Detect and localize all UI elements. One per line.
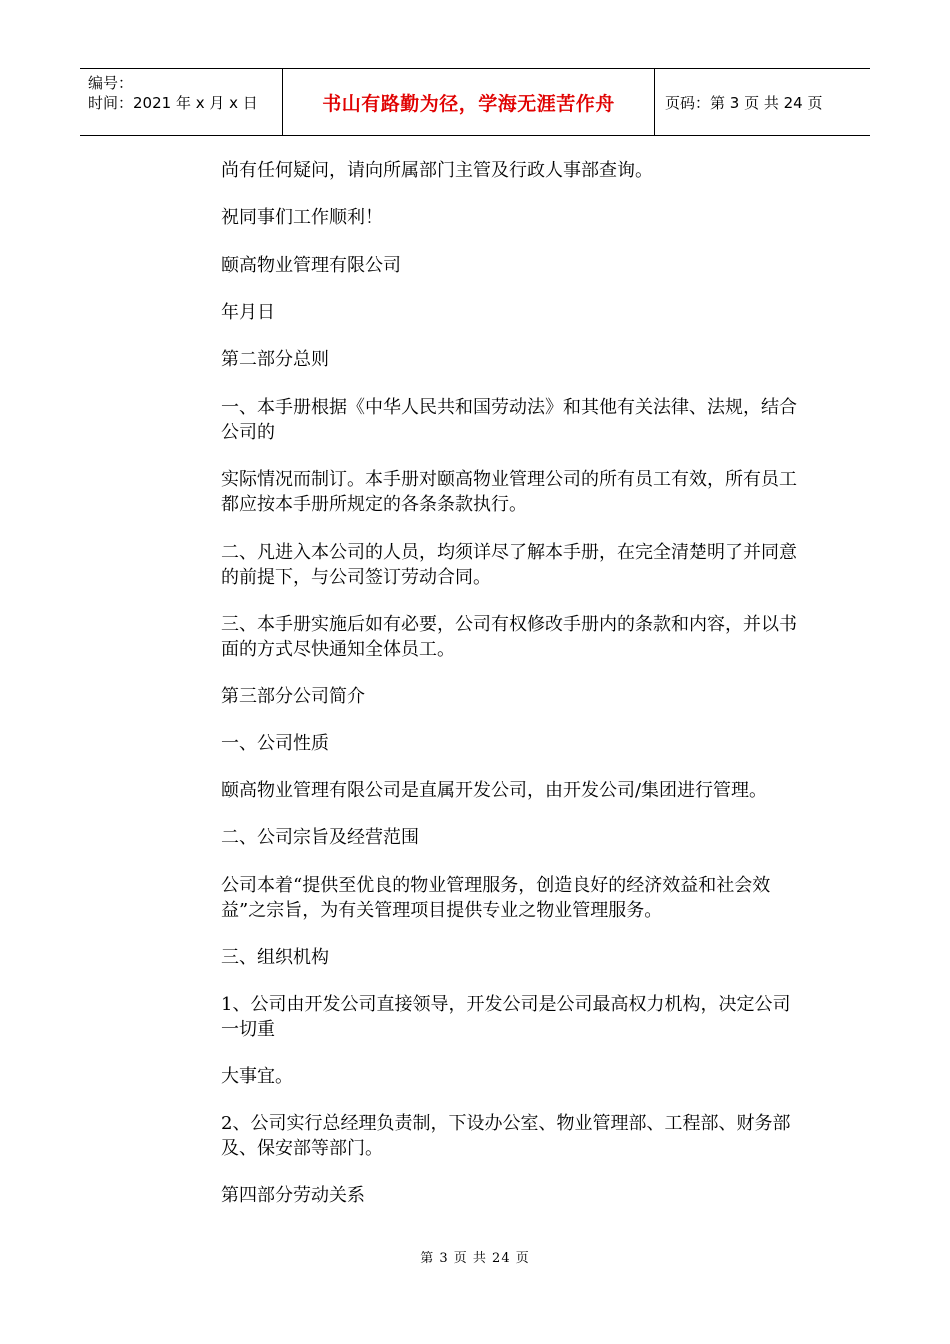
paragraph-inquiry: 尚有任何疑问，请向所属部门主管及行政人事部查询。 <box>221 160 653 181</box>
paragraph-general-1: 一、本手册根据《中华人民共和国劳动法》和其他有关法律、法规，结合公司的 <box>221 397 797 443</box>
subheading-organization: 三、组织机构 <box>221 947 329 968</box>
paragraph-company-purpose: 公司本着“提供至优良的物业管理服务，创造良好的经济效益和社会效益”之宗旨，为有关管理项目提供专业之物业管理服务。 <box>221 875 771 921</box>
paragraph-greeting: 祝同事们工作顺利！ <box>221 207 383 228</box>
paragraph-general-2: 二、凡进入本公司的人员，均须详尽了解本手册，在完全清楚明了并同意的前提下，与公司签订劳动合同。 <box>221 542 797 588</box>
paragraph-general-3: 三、本手册实施后如有必要，公司有权修改手册内的条款和内容，并以书面的方式尽快通知全体员工。 <box>221 614 797 660</box>
paragraph-organization-2: 2、公司实行总经理负责制，下设办公室、物业管理部、工程部、财务部及、保安部等部门。 <box>221 1113 791 1159</box>
document-header <box>80 68 870 136</box>
header-page-info: 页码：第 3 页 共 24 页 <box>665 93 823 112</box>
paragraph-organization-1: 1、公司由开发公司直接领导，开发公司是公司最高权力机构，决定公司一切重 <box>221 994 791 1040</box>
page-footer: 第 3 页 共 24 页 <box>420 1251 530 1266</box>
paragraph-company-nature: 颐高物业管理有限公司是直属开发公司，由开发公司/集团进行管理。 <box>221 780 768 801</box>
header-page-cell <box>655 69 870 135</box>
header-meta-cell <box>80 69 283 135</box>
serial-number-label: 编号： <box>88 74 134 92</box>
header-motto: 书山有路勤为径，学海无涯苦作舟 <box>322 92 615 115</box>
paragraph-company-name: 颐高物业管理有限公司 <box>221 255 401 276</box>
date-label: 时间：2021 年 x 月 x 日 <box>88 94 258 112</box>
header-motto-cell <box>283 69 655 135</box>
subheading-company-purpose: 二、公司宗旨及经营范围 <box>221 827 419 848</box>
paragraph-general-1-cont: 实际情况而制订。本手册对颐高物业管理公司的所有员工有效，所有员工都应按本手册所规定的各条条款执行。 <box>221 469 797 515</box>
section-heading-company-profile: 第三部分公司简介 <box>221 686 365 707</box>
subheading-company-nature: 一、公司性质 <box>221 733 329 754</box>
paragraph-organization-1-cont: 大事宜。 <box>221 1066 293 1087</box>
paragraph-date: 年月日 <box>221 302 275 323</box>
section-heading-general: 第二部分总则 <box>221 349 329 370</box>
section-heading-labor-relations: 第四部分劳动关系 <box>221 1185 365 1206</box>
